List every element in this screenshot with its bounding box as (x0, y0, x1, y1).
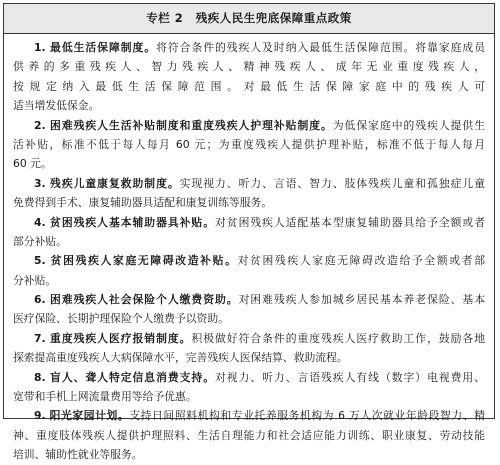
policy-item (13, 368, 485, 407)
policy-text: 供养的多重残疾人、智力残疾人、精神残疾人、成年无业重度残疾人， (13, 60, 485, 74)
policy-heading: 贫困残疾人基本辅助器具补贴。 (50, 215, 215, 229)
policy-text: 支持日间照料机构和专业托养服务机构为 6 万人次就业年龄段智力、精 (129, 409, 485, 423)
panel-title-bar (4, 4, 494, 34)
policy-item (13, 116, 485, 174)
policy-line (13, 154, 485, 173)
policy-line (13, 251, 485, 270)
policy-number: 2. (34, 118, 46, 132)
policy-line (13, 387, 485, 406)
policy-line (13, 445, 485, 464)
policy-number: 1. (34, 41, 46, 54)
policy-line (13, 38, 485, 57)
policy-list (4, 34, 494, 465)
policy-item (13, 174, 485, 213)
policy-text: 培训、辅助性就业等服务。 (13, 448, 143, 462)
policy-number: 6. (34, 293, 46, 307)
policy-line (13, 213, 485, 232)
policy-item (13, 290, 485, 329)
policy-heading: 阳光家园计划。 (49, 409, 130, 423)
policy-text: 对贫困残疾人适配基本型康复辅助器具给予全额或者 (215, 215, 485, 229)
policy-heading: 困难残疾人社会保险个人缴费资助。 (50, 293, 239, 307)
panel-title: 残疾人民生兜底保障重点政策 (195, 11, 352, 25)
policy-heading: 盲人、聋人特定信息消费支持。 (50, 370, 215, 384)
policy-item (13, 213, 485, 252)
policy-line (13, 329, 485, 348)
policy-item (13, 38, 485, 116)
policy-text: 探索提高重度残疾人大病保障水平，完善残疾人医保结算、救助流程。 (13, 351, 348, 365)
policy-heading: 困难残疾人生活补贴制度和重度残疾人护理补贴制度。 (50, 118, 333, 132)
policy-heading: 重度残疾人医疗报销制度。 (50, 331, 192, 345)
policy-text: 为低保家庭中的残疾人提供生 (332, 118, 485, 132)
policy-item (13, 406, 485, 464)
policy-line (13, 174, 485, 193)
policy-line (13, 232, 485, 251)
policy-line (13, 271, 485, 290)
policy-item (13, 251, 485, 290)
policy-number: 3. (34, 176, 46, 190)
policy-text: 医疗保险、长期护理保险个人缴费予以资助。 (13, 312, 229, 326)
policy-text: 部分补贴。 (13, 234, 67, 248)
policy-line (13, 426, 485, 445)
policy-number: 7. (34, 331, 46, 345)
policy-heading: 残疾儿童康复救助制度。 (50, 176, 180, 190)
policy-number: 8. (34, 370, 46, 384)
panel-label: 专栏 2 (146, 11, 184, 25)
policy-heading: 最低生活保障制度。 (50, 41, 157, 54)
policy-text: 活补贴，标准不低于每人每月 60 元；为重度残疾人提供护理补贴，标准不低于每人每月 (13, 137, 485, 151)
policy-number: 5. (34, 254, 46, 268)
policy-line (13, 348, 485, 367)
policy-line (13, 77, 485, 96)
policy-text: 积极做好符合条件的重度残疾人医疗救助工作，鼓励各地 (191, 331, 485, 345)
policy-line (13, 290, 485, 309)
policy-text: 对困难残疾人参加城乡居民基本养老保险、基本 (238, 293, 485, 307)
policy-line (13, 368, 485, 387)
policy-line (13, 309, 485, 328)
policy-line (13, 96, 485, 115)
policy-text: 实现视力、听力、言语、智力、肢体残疾儿童和孤独症儿童 (179, 176, 485, 190)
policy-item (13, 329, 485, 368)
policy-text: 按规定纳入最低生活保障范围。对最低生活保障家庭中的残疾人可 (13, 79, 485, 93)
policy-text: 免费得到手术、康复辅助器具适配和康复训练等服务。 (13, 196, 273, 210)
policy-line (13, 135, 485, 154)
policy-line (13, 116, 485, 135)
policy-text: 对视力、听力、言语残疾人有线（数字）电视费用、 (215, 370, 485, 384)
policy-heading: 贫困残疾人家庭无障碍改造补贴。 (50, 254, 238, 268)
policy-number: 4. (34, 215, 46, 229)
policy-text: 60 元。 (13, 157, 52, 171)
policy-text: 宽带和手机上网流量费用等给予优惠。 (13, 390, 197, 404)
policy-text: 适当增发低保金。 (13, 99, 100, 113)
policy-line (13, 57, 485, 76)
policy-panel (3, 3, 495, 462)
policy-line (13, 193, 485, 212)
policy-text: 将符合条件的残疾人及时纳入最低生活保障范围。将靠家庭成员 (156, 41, 485, 54)
policy-number: 9. (34, 409, 46, 423)
policy-text: 神、重度肢体残疾人提供护理照料、生活自理能力和社会适应能力训练、职业康复、劳动技能 (13, 428, 485, 442)
policy-text: 对贫困残疾人家庭无障碍改造给予全额或者部 (237, 254, 485, 268)
policy-text: 分补贴。 (13, 273, 57, 287)
